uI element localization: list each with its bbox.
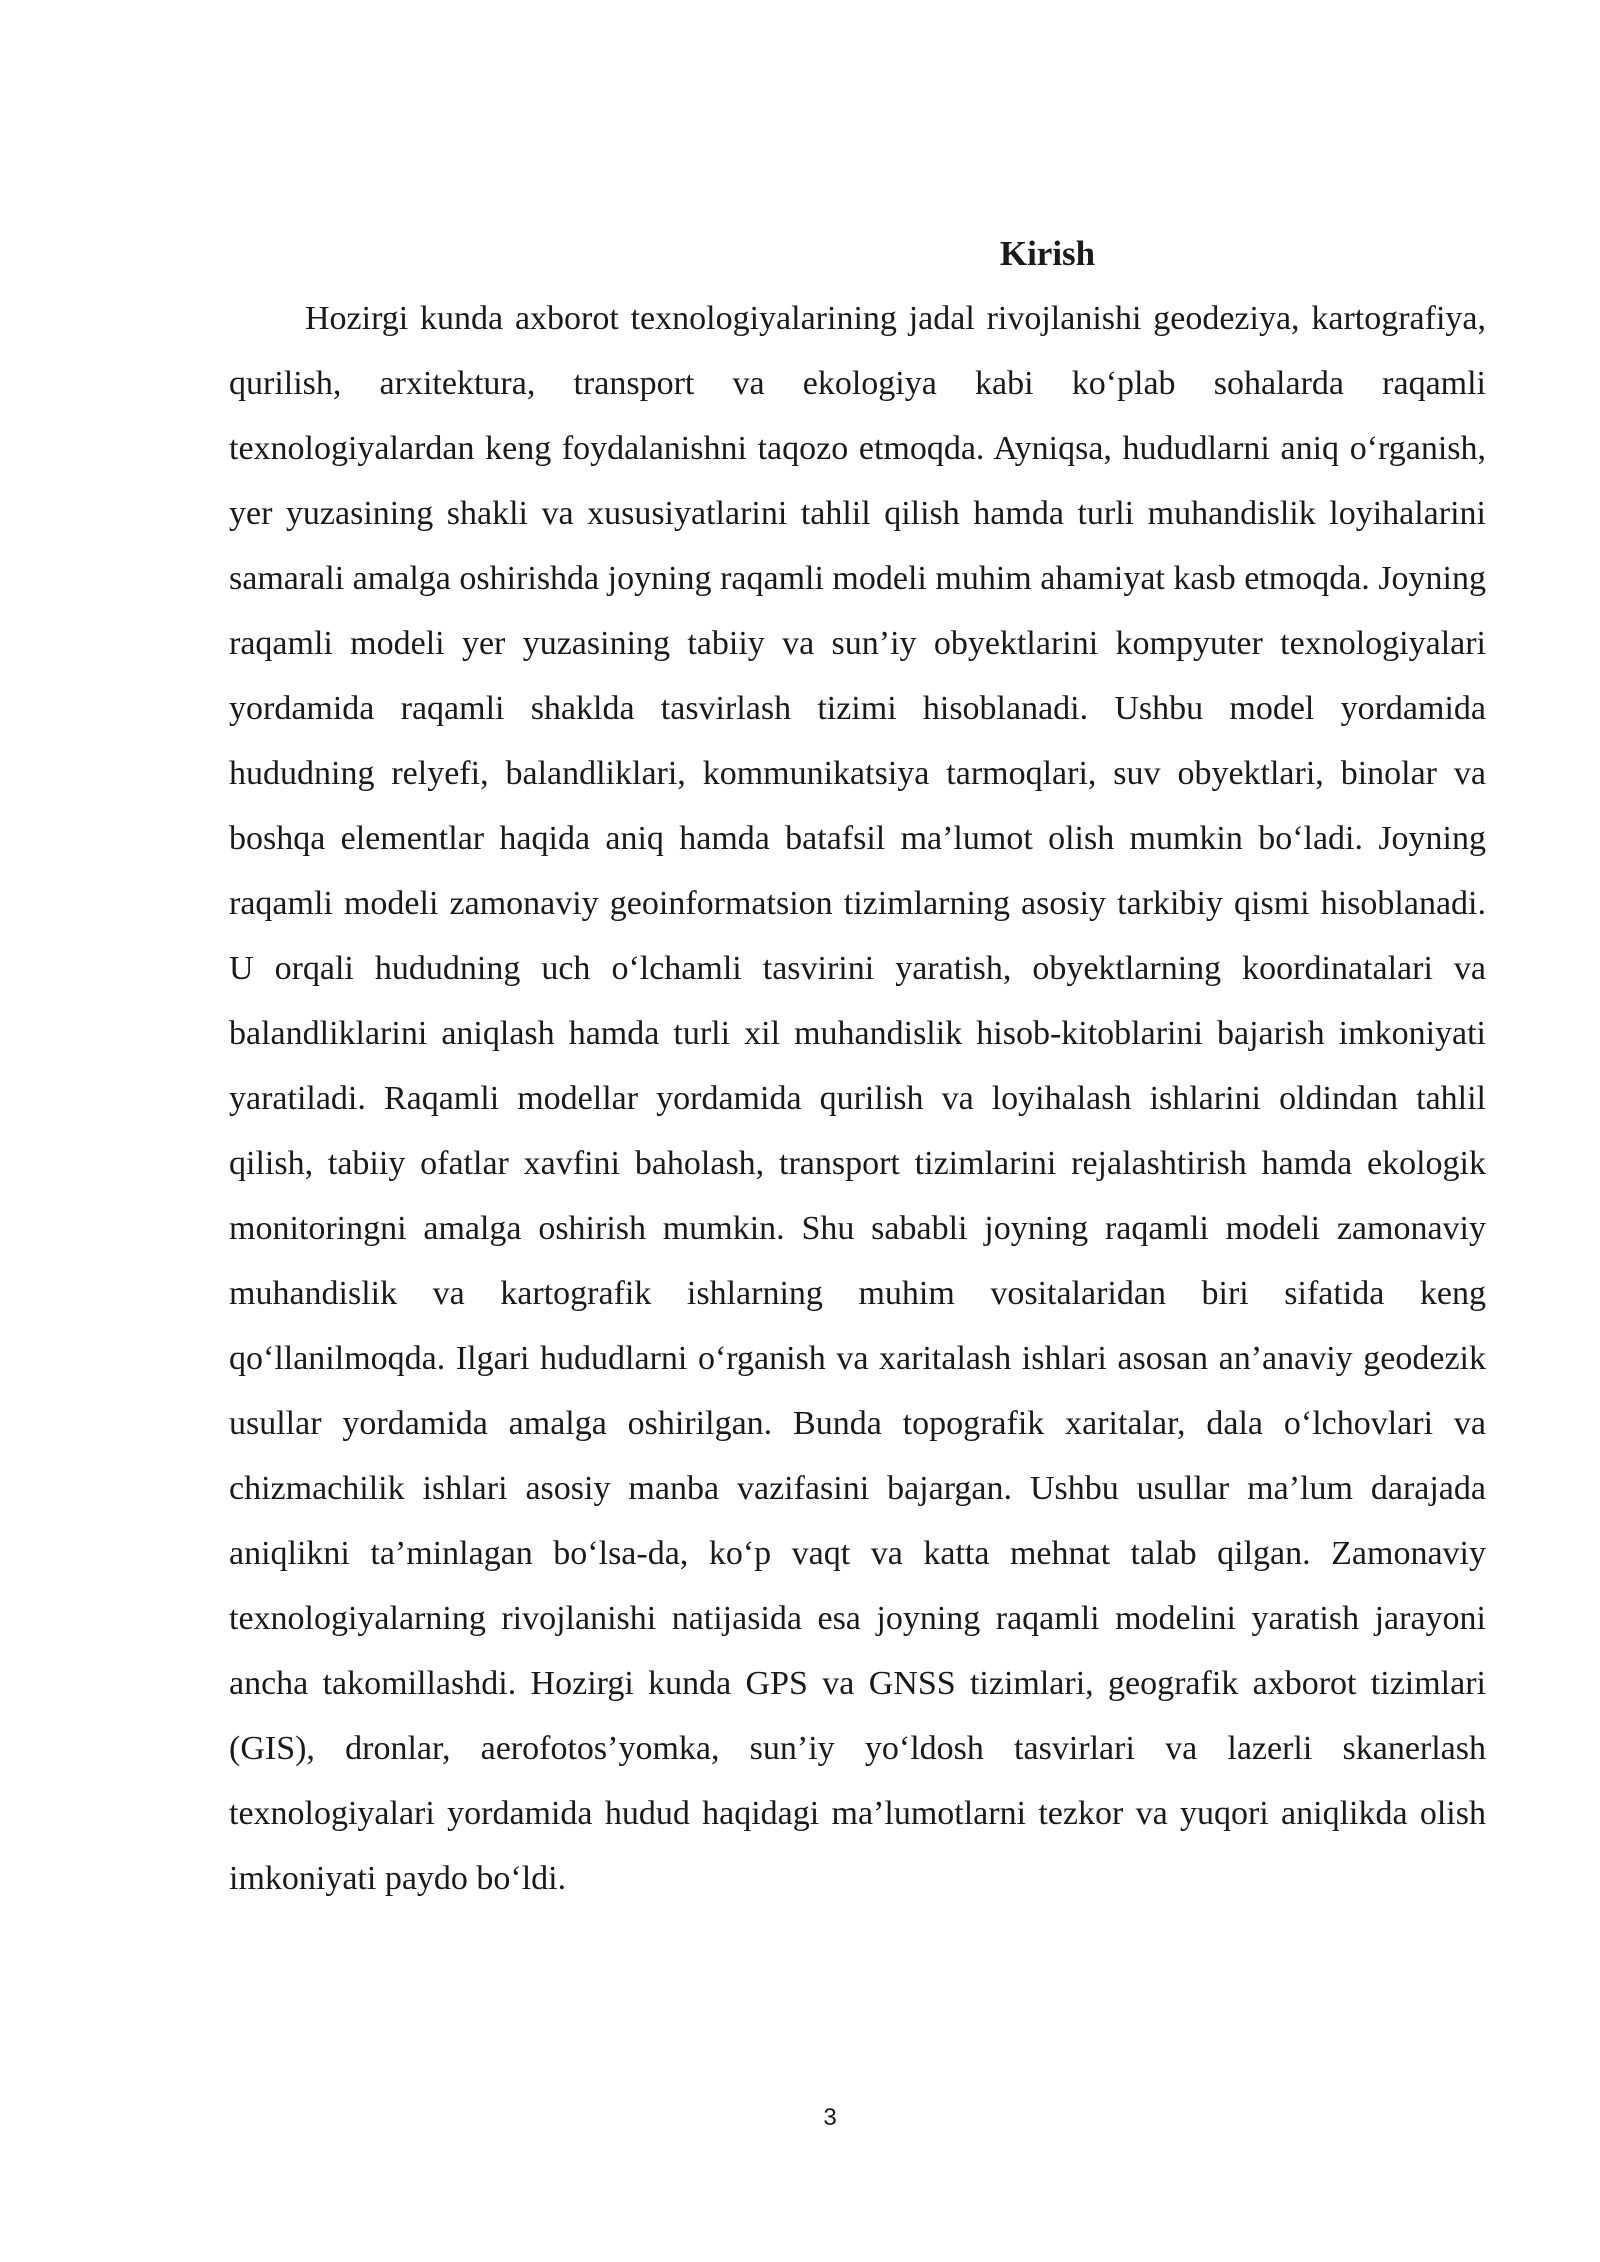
page-number: 3 [823, 2104, 837, 2131]
section-title-text: Kirish [999, 234, 1096, 273]
page-content [229, 222, 1486, 1911]
section-title [229, 222, 1486, 286]
body-paragraph: Hozirgi kunda axborot texnologiyalarining jadal rivojlanishi geodeziya, kartografiya, qurilish, arxitektura, transport va ekologiya kabi ko‘plab sohalarda raqamli texnologiyalardan keng foydalanishni taqozo etmoqda. Ayniqsa, hududlarni aniq o‘rganish, yer yuzasining shakli va xususiyatlarini tahlil qilish hamda turli muhandislik loyihalarini samarali amalga oshirishda joyning raqamli modeli muhim ahamiyat kasb etmoqda. Joyning raqamli modeli yer yuzasining tabiiy va sun’iy obyektlarini kompyuter texnologiyalari yordamida raqamli shaklda tasvirlash tizimi hisoblanadi. Ushbu model yordamida hududning relyefi, balandliklari, kommunikatsiya tarmoqlari, suv obyektlari, binolar va boshqa elementlar haqida aniq hamda batafsil ma’lumot olish mumkin bo‘ladi. Joyning raqamli modeli zamonaviy geoinformatsion tizimlarning asosiy tarkibiy qismi hisoblanadi. U orqali hududning uch o‘lchamli tasvirini yaratish, obyektlarning koordinatalari va balandliklarini aniqlash hamda turli xil muhandislik hisob-kitoblarini bajarish imkoniyati yaratiladi. Raqamli modellar yordamida qurilish va loyihalash ishlarini oldindan tahlil qilish, tabiiy ofatlar xavfini baholash, transport tizimlarini rejalashtirish hamda ekologik monitoringni amalga oshirish mumkin. Shu sababli joyning raqamli modeli zamonaviy muhandislik va kartografik ishlarning muhim vositalaridan biri sifatida keng qo‘llanilmoqda. Ilgari hududlarni o‘rganish va xaritalash ishlari asosan an’anaviy geodezik usullar yordamida amalga oshirilgan. Bunda topografik xaritalar, dala o‘lchovlari va chizmachilik ishlari asosiy manba vazifasini bajargan. Ushbu usullar ma’lum darajada aniqlikni ta’minlagan bo‘lsa-da, ko‘p vaqt va katta mehnat talab qilgan. Zamonaviy texnologiyalarning rivojlanishi natijasida esa joyning raqamli modelini yaratish jarayoni ancha takomillashdi. Hozirgi kunda GPS va GNSS tizimlari, geografik axborot tizimlari (GIS), dronlar, aerofotos’yomka, sun’iy yo‘ldosh tasvirlari va lazerli skanerlash texnologiyalari yordamida hudud haqidagi ma’lumotlarni tezkor va yuqori aniqlikda olish imkoniyati paydo bo‘ldi. [229, 300, 1486, 1897]
